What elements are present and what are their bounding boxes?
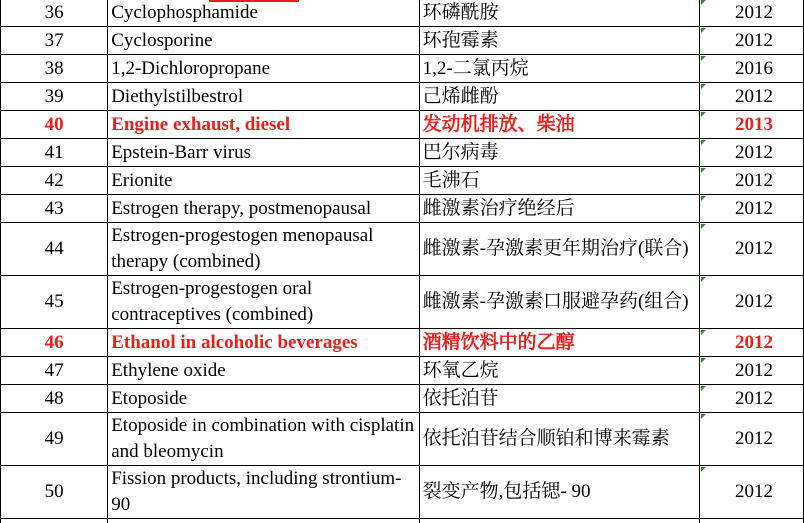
english-name-cell[interactable] <box>108 111 419 139</box>
english-name-text: Estrogen therapy, postmenopausal <box>111 197 372 219</box>
year-cell[interactable] <box>700 276 804 329</box>
row-number-cell[interactable] <box>1 329 108 357</box>
number-stored-as-text-flag-icon <box>701 0 706 5</box>
table-row <box>1 195 804 223</box>
chinese-name-text: 1,2-二氯丙烷 <box>422 57 529 79</box>
partial-cell <box>1 519 108 523</box>
row-number-text: 50 <box>44 481 64 502</box>
row-number-cell[interactable] <box>1 167 108 195</box>
year-text: 2012 <box>735 291 773 312</box>
year-cell[interactable] <box>700 139 804 167</box>
table-row <box>1 385 804 413</box>
row-number-cell[interactable] <box>1 0 108 27</box>
chinese-name-text: 发动机排放、柴油 <box>422 113 575 135</box>
row-number-text: 46 <box>44 331 64 353</box>
english-name-cell[interactable] <box>108 385 419 413</box>
row-number-cell[interactable] <box>1 413 108 466</box>
chinese-name-cell[interactable] <box>419 27 700 55</box>
year-cell[interactable] <box>700 55 804 83</box>
table-row <box>1 466 804 519</box>
english-name-text: Epstein-Barr virus <box>111 141 252 163</box>
year-text: 2012 <box>735 169 773 191</box>
year-text: 2012 <box>735 85 773 107</box>
english-name-text: Erionite <box>111 169 173 191</box>
row-number-text: 39 <box>44 85 64 107</box>
year-text: 2012 <box>735 428 773 449</box>
chinese-name-cell[interactable] <box>419 55 700 83</box>
table-row <box>1 111 804 139</box>
chinese-name-cell[interactable] <box>419 0 700 27</box>
year-text: 2016 <box>735 57 773 79</box>
number-stored-as-text-flag-icon <box>701 358 706 363</box>
english-name-cell[interactable] <box>108 413 419 466</box>
english-name-text: Cyclophosphamide <box>111 1 258 23</box>
english-name-cell[interactable] <box>108 466 419 519</box>
year-cell[interactable] <box>700 27 804 55</box>
english-name-text: Estrogen-progestogen menopausal therapy (combined) <box>111 225 374 272</box>
chinese-name-text: 酒精饮料中的乙醇 <box>422 331 575 353</box>
number-stored-as-text-flag-icon <box>701 168 706 173</box>
chinese-name-cell[interactable] <box>419 385 700 413</box>
row-number-text: 49 <box>44 428 64 449</box>
english-name-cell[interactable] <box>108 139 419 167</box>
row-number-text: 36 <box>44 1 64 23</box>
table-row <box>1 139 804 167</box>
table-body <box>1 0 804 523</box>
chinese-name-cell[interactable] <box>419 223 700 276</box>
english-name-cell[interactable] <box>108 357 419 385</box>
english-name-text: Diethylstilbestrol <box>111 85 244 107</box>
row-number-text: 48 <box>44 387 64 409</box>
english-name-cell[interactable] <box>108 195 419 223</box>
table-row <box>1 413 804 466</box>
table-row-partial <box>1 519 804 523</box>
year-text: 2012 <box>735 481 773 502</box>
year-text: 2012 <box>735 197 773 219</box>
chinese-name-cell[interactable] <box>419 413 700 466</box>
year-text: 2012 <box>735 331 773 353</box>
year-cell[interactable] <box>700 223 804 276</box>
year-text: 2012 <box>735 141 773 163</box>
chinese-name-cell[interactable] <box>419 357 700 385</box>
partial-cell <box>700 519 804 523</box>
row-number-cell[interactable] <box>1 111 108 139</box>
english-name-text: Etoposide <box>111 387 188 409</box>
row-number-text: 38 <box>44 57 64 79</box>
partial-cell <box>419 519 700 523</box>
year-text: 2012 <box>735 359 773 381</box>
row-number-cell[interactable] <box>1 357 108 385</box>
year-cell[interactable] <box>700 167 804 195</box>
number-stored-as-text-flag-icon <box>701 414 706 419</box>
row-number-cell[interactable] <box>1 466 108 519</box>
number-stored-as-text-flag-icon <box>701 224 706 229</box>
row-number-cell[interactable] <box>1 139 108 167</box>
row-number-cell[interactable] <box>1 195 108 223</box>
year-cell[interactable] <box>700 195 804 223</box>
number-stored-as-text-flag-icon <box>701 386 706 391</box>
row-number-cell[interactable] <box>1 55 108 83</box>
chinese-name-cell[interactable] <box>419 111 700 139</box>
year-cell[interactable] <box>700 0 804 27</box>
table-row <box>1 276 804 329</box>
english-name-cell[interactable] <box>108 0 419 27</box>
english-name-text: Ethanol in alcoholic beverages <box>111 331 358 353</box>
table-row <box>1 329 804 357</box>
row-number-text: 47 <box>44 359 64 381</box>
year-cell[interactable] <box>700 83 804 111</box>
row-number-text: 40 <box>44 113 64 135</box>
row-number-cell[interactable] <box>1 223 108 276</box>
chinese-name-cell[interactable] <box>419 83 700 111</box>
chinese-name-text: 己烯雌酚 <box>422 85 499 107</box>
english-name-text: Cyclosporine <box>111 29 213 51</box>
chinese-name-text: 雌激素治疗绝经后 <box>422 197 575 219</box>
number-stored-as-text-flag-icon <box>701 112 706 117</box>
year-cell[interactable] <box>700 413 804 466</box>
table-row <box>1 357 804 385</box>
english-name-cell[interactable] <box>108 83 419 111</box>
table-row <box>1 83 804 111</box>
year-cell[interactable] <box>700 357 804 385</box>
year-cell[interactable] <box>700 466 804 519</box>
row-number-text: 43 <box>44 197 64 219</box>
number-stored-as-text-flag-icon <box>701 330 706 335</box>
chinese-name-cell[interactable] <box>419 276 700 329</box>
chinese-name-text: 雌激素-孕激素更年期治疗(联合) <box>422 238 689 259</box>
year-text: 2012 <box>735 387 773 409</box>
english-name-cell[interactable] <box>108 27 419 55</box>
chinese-name-text: 依托泊苷 <box>422 387 499 409</box>
english-name-text: Fission products, including strontium-90 <box>111 468 402 515</box>
table-row <box>1 223 804 276</box>
row-number-text: 37 <box>44 29 64 51</box>
english-name-text: Estrogen-progestogen oral contraceptives (combined) <box>111 278 314 325</box>
english-name-text: Engine exhaust, diesel <box>111 113 291 135</box>
row-number-cell[interactable] <box>1 276 108 329</box>
english-name-text: 1,2-Dichloropropane <box>111 57 270 79</box>
number-stored-as-text-flag-icon <box>701 467 706 472</box>
year-text: 2013 <box>735 113 773 135</box>
row-number-cell[interactable] <box>1 385 108 413</box>
chinese-name-text: 环磷酰胺 <box>422 1 499 23</box>
number-stored-as-text-flag-icon <box>701 277 706 282</box>
english-name-cell[interactable] <box>108 276 419 329</box>
year-text: 2012 <box>735 1 773 23</box>
chinese-name-text: 环氧乙烷 <box>422 359 499 381</box>
table-row <box>1 27 804 55</box>
year-cell[interactable] <box>700 329 804 357</box>
year-cell[interactable] <box>700 111 804 139</box>
year-text: 2012 <box>735 29 773 51</box>
chinese-name-text: 雌激素-孕激素口服避孕药(组合) <box>422 291 689 312</box>
row-number-cell[interactable] <box>1 27 108 55</box>
partial-cell <box>108 519 419 523</box>
chinese-name-cell[interactable] <box>419 195 700 223</box>
row-number-text: 42 <box>44 169 64 191</box>
english-name-cell[interactable] <box>108 223 419 276</box>
chinese-name-cell[interactable] <box>419 466 700 519</box>
chinese-name-text: 巴尔病毒 <box>422 141 499 163</box>
number-stored-as-text-flag-icon <box>701 140 706 145</box>
english-name-cell[interactable] <box>108 329 419 357</box>
english-name-text: Etoposide in combination with cisplatin and bleomycin <box>111 415 415 462</box>
number-stored-as-text-flag-icon <box>701 56 706 61</box>
row-number-text: 41 <box>44 141 64 163</box>
table-row <box>1 0 804 27</box>
year-cell[interactable] <box>700 385 804 413</box>
chinese-name-cell[interactable] <box>419 329 700 357</box>
table-row <box>1 55 804 83</box>
row-number-cell[interactable] <box>1 83 108 111</box>
row-number-text: 44 <box>44 238 64 259</box>
table-row <box>1 167 804 195</box>
number-stored-as-text-flag-icon <box>701 84 706 89</box>
english-name-cell[interactable] <box>108 167 419 195</box>
chinese-name-text: 裂变产物,包括锶- 90 <box>422 481 591 502</box>
row-number-text: 45 <box>44 291 64 312</box>
chinese-name-cell[interactable] <box>419 139 700 167</box>
number-stored-as-text-flag-icon <box>701 28 706 33</box>
number-stored-as-text-flag-icon <box>701 196 706 201</box>
chinese-name-cell[interactable] <box>419 167 700 195</box>
chinese-name-text: 毛沸石 <box>422 169 480 191</box>
chinese-name-text: 环孢霉素 <box>422 29 499 51</box>
english-name-text: Ethylene oxide <box>111 359 226 381</box>
chinese-name-text: 依托泊苷结合顺铂和博来霉素 <box>422 428 670 449</box>
english-name-cell[interactable] <box>108 55 419 83</box>
year-text: 2012 <box>735 238 773 259</box>
